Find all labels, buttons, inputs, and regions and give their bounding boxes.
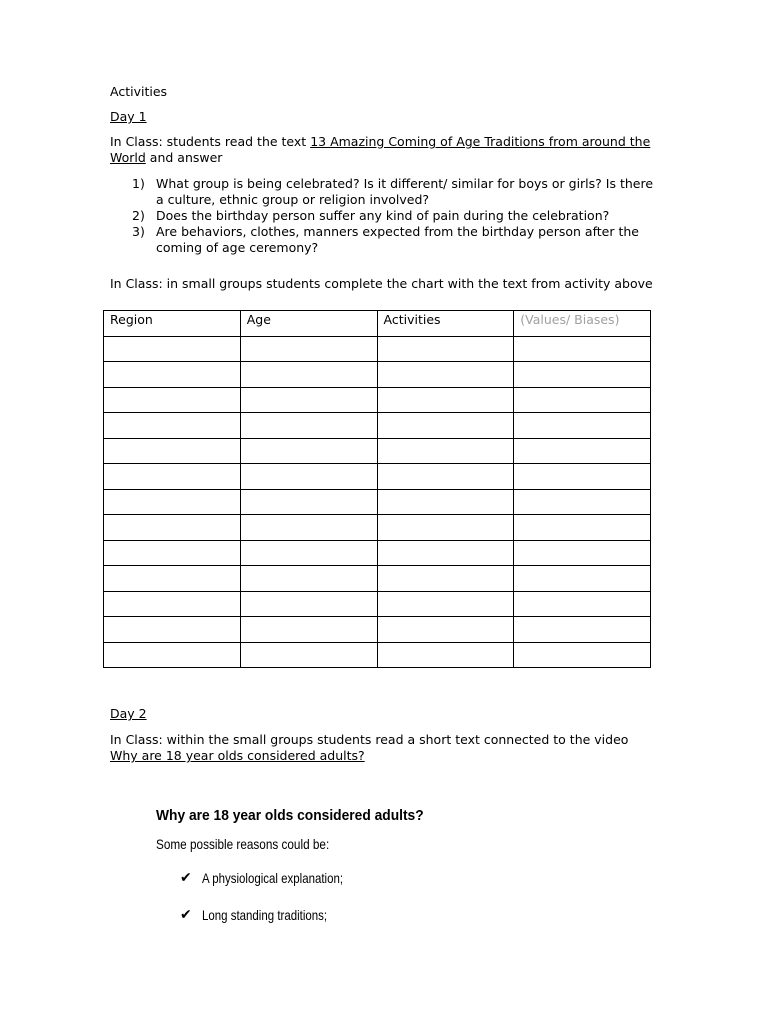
chart-cell[interactable] — [240, 336, 377, 362]
reason-text: Long standing traditions; — [202, 907, 328, 923]
chart-intro: In Class: in small groups students complete the chart with the text from activity above — [110, 276, 653, 291]
chart-cell[interactable] — [104, 438, 241, 464]
chart-body — [104, 336, 651, 668]
chart-cell[interactable] — [104, 591, 241, 617]
reason-item — [156, 868, 676, 888]
chart-cell[interactable] — [514, 489, 651, 515]
day1-title: Day 1 — [110, 109, 147, 124]
question-list — [110, 176, 655, 256]
chart-cell[interactable] — [377, 438, 514, 464]
day1-intro — [110, 134, 655, 166]
chart-cell[interactable] — [377, 464, 514, 490]
day1-intro-prefix: In Class: students read the text — [110, 134, 311, 149]
chart-cell[interactable] — [240, 438, 377, 464]
chart-cell[interactable] — [240, 566, 377, 592]
chart-cell[interactable] — [377, 515, 514, 541]
day1-text-link[interactable]: 13 Amazing Coming of Age Traditions from around the World — [110, 134, 651, 165]
chart-cell[interactable] — [377, 566, 514, 592]
chart-cell[interactable] — [377, 489, 514, 515]
check-icon: ✔ — [180, 907, 192, 923]
chart-cell[interactable] — [514, 336, 651, 362]
chart-cell[interactable] — [514, 464, 651, 490]
chart-row — [104, 489, 651, 515]
chart-row — [104, 413, 651, 439]
activities-section — [110, 84, 655, 292]
question-item — [110, 224, 655, 256]
day1-intro-suffix: and answer — [145, 150, 223, 165]
chart-cell[interactable] — [514, 566, 651, 592]
reason-text: A physiological explanation; — [202, 870, 344, 886]
chart-cell[interactable] — [514, 515, 651, 541]
question-item — [110, 176, 655, 208]
chart-row — [104, 515, 651, 541]
chart-cell[interactable] — [514, 413, 651, 439]
chart-cell[interactable] — [514, 540, 651, 566]
chart-cell[interactable] — [514, 617, 651, 643]
question-item — [110, 208, 655, 224]
question-text: Does the birthday person suffer any kind of pain during the celebration? — [156, 208, 610, 223]
day2-intro — [110, 732, 655, 764]
chart-cell[interactable] — [514, 362, 651, 388]
reason-item — [156, 905, 676, 925]
chart-cell[interactable] — [377, 591, 514, 617]
chart-cell[interactable] — [514, 438, 651, 464]
chart-header-age: Age — [240, 311, 377, 337]
chart-row — [104, 591, 651, 617]
reasons-list — [156, 868, 676, 925]
chart-cell[interactable] — [377, 642, 514, 668]
chart-row — [104, 566, 651, 592]
chart-cell[interactable] — [240, 413, 377, 439]
chart-header-activities: Activities — [377, 311, 514, 337]
question-number: 3) — [132, 224, 145, 239]
chart-cell[interactable] — [104, 464, 241, 490]
chart-row — [104, 464, 651, 490]
traditions-chart — [103, 310, 651, 668]
day2-intro-prefix: In Class: within the small groups students read a short text connected to the video — [110, 732, 629, 747]
chart-cell[interactable] — [240, 387, 377, 413]
chart-cell[interactable] — [240, 515, 377, 541]
chart-cell[interactable] — [104, 336, 241, 362]
question-number: 2) — [132, 208, 145, 223]
reasons-subtitle: Some possible reasons could be: — [156, 836, 330, 852]
chart-row — [104, 438, 651, 464]
chart-cell[interactable] — [104, 617, 241, 643]
chart-row — [104, 617, 651, 643]
chart-cell[interactable] — [240, 464, 377, 490]
chart-cell[interactable] — [377, 413, 514, 439]
day2-section — [110, 706, 655, 764]
chart-cell[interactable] — [104, 642, 241, 668]
chart-cell[interactable] — [240, 642, 377, 668]
chart-cell[interactable] — [104, 387, 241, 413]
chart-cell[interactable] — [377, 362, 514, 388]
chart-cell[interactable] — [104, 362, 241, 388]
chart-cell[interactable] — [104, 540, 241, 566]
chart-row — [104, 387, 651, 413]
reasons-box — [156, 806, 676, 942]
chart-cell[interactable] — [240, 362, 377, 388]
chart-cell[interactable] — [104, 566, 241, 592]
chart-cell[interactable] — [514, 387, 651, 413]
chart-cell[interactable] — [377, 617, 514, 643]
day2-video-link[interactable]: Why are 18 year olds considered adults? — [110, 748, 365, 763]
page-heading: Activities — [110, 84, 168, 99]
chart-cell[interactable] — [514, 591, 651, 617]
chart-header-region: Region — [104, 311, 241, 337]
chart-cell[interactable] — [240, 591, 377, 617]
question-text: Are behaviors, clothes, manners expected from the birthday person after the coming of age ceremony? — [156, 224, 639, 255]
chart-cell[interactable] — [240, 617, 377, 643]
chart-header-values-biases: (Values/ Biases) — [514, 311, 651, 337]
chart-cell[interactable] — [104, 413, 241, 439]
chart-cell[interactable] — [240, 489, 377, 515]
chart-cell[interactable] — [377, 336, 514, 362]
chart-row — [104, 362, 651, 388]
chart-cell[interactable] — [377, 540, 514, 566]
chart-row — [104, 642, 651, 668]
chart-cell[interactable] — [514, 642, 651, 668]
chart-row — [104, 540, 651, 566]
chart-cell[interactable] — [104, 489, 241, 515]
question-number: 1) — [132, 176, 145, 191]
chart-row — [104, 336, 651, 362]
chart-header-row — [104, 311, 651, 337]
chart-cell[interactable] — [240, 540, 377, 566]
chart-cell[interactable] — [377, 387, 514, 413]
day2-title: Day 2 — [110, 706, 147, 721]
question-text: What group is being celebrated? Is it different/ similar for boys or girls? Is there a culture, ethnic group or religion involved? — [156, 176, 654, 207]
reasons-title: Why are 18 year olds considered adults? — [156, 807, 424, 824]
chart-cell[interactable] — [104, 515, 241, 541]
check-icon: ✔ — [180, 870, 192, 886]
